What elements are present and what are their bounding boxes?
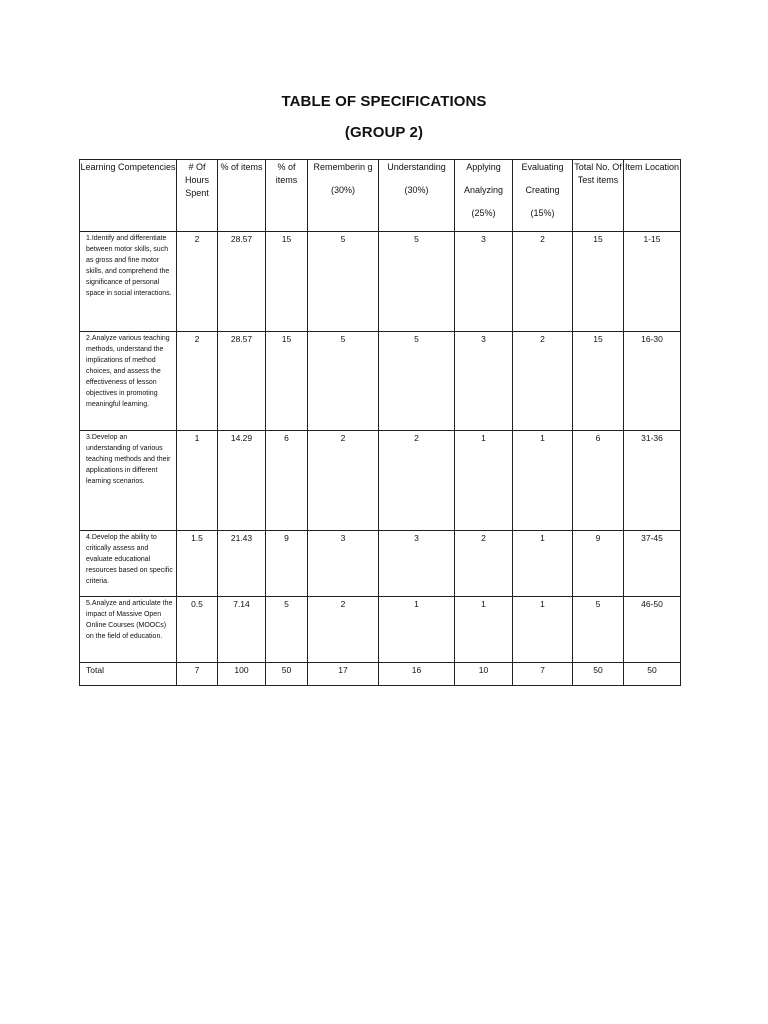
competency-cell: 1.Identify and differentiate between motor skills, such as gross and fine motor skills, and comprehend the significance of personal space in social interactions. [80,232,177,332]
header-understanding-label: Understanding [387,162,446,172]
evaluating-cell: 1 [513,431,573,531]
understanding-cell: 5 [379,332,455,431]
item-location-cell: 50 [624,663,681,686]
percent-cell: 21.43 [218,531,266,597]
hours-cell: 2 [177,232,218,332]
percent-cell: 100 [218,663,266,686]
evaluating-cell: 1 [513,597,573,663]
table-row [80,597,681,663]
table-row [80,531,681,597]
header-item-location: Item Location [624,160,681,232]
percent-items-cell: 6 [266,431,308,531]
applying-cell: 3 [455,232,513,332]
header-understanding [379,160,455,232]
hours-cell: 1 [177,431,218,531]
percent-items-cell: 15 [266,332,308,431]
table-header-row [80,160,681,232]
applying-cell: 1 [455,597,513,663]
remembering-cell: 5 [308,232,379,332]
table-row [80,431,681,531]
header-remembering-weight: (30%) [330,185,355,195]
item-location-cell: 16-30 [624,332,681,431]
understanding-cell: 1 [379,597,455,663]
total-label-cell: Total [80,663,177,686]
header-analyzing-label: Analyzing [463,185,504,195]
header-remembering-label: Rememberin g [313,162,373,172]
understanding-cell: 5 [379,232,455,332]
percent-cell: 7.14 [218,597,266,663]
hours-cell: 7 [177,663,218,686]
competency-cell: 2.Analyze various teaching methods, understand the implications of method choices, and assess the effectiveness of lesson objectives in promoting meaningful learning. [80,332,177,431]
item-location-cell: 1-15 [624,232,681,332]
header-total-test-items: Total No. Of Test items [573,160,624,232]
header-percent-of-items: % of items [266,160,308,232]
remembering-cell: 3 [308,531,379,597]
total-items-cell: 15 [573,232,624,332]
header-evaluating-label: Evaluating [521,162,564,172]
hours-cell: 1.5 [177,531,218,597]
competency-cell: 3.Develop an understanding of various teaching methods and their applications in different learning scenarios. [80,431,177,531]
understanding-cell: 2 [379,431,455,531]
item-location-cell: 31-36 [624,431,681,531]
header-percent-items: % of items [218,160,266,232]
applying-cell: 1 [455,431,513,531]
remembering-cell: 17 [308,663,379,686]
total-items-cell: 5 [573,597,624,663]
document-subtitle: (GROUP 2) [344,124,424,141]
percent-cell: 14.29 [218,431,266,531]
header-learning-competencies: Learning Competencies [80,160,177,232]
total-row [80,663,681,686]
item-location-cell: 37-45 [624,531,681,597]
remembering-cell: 2 [308,431,379,531]
applying-cell: 3 [455,332,513,431]
hours-cell: 0.5 [177,597,218,663]
header-applying-weight: (25%) [471,208,496,218]
specifications-table [79,159,681,686]
evaluating-cell: 2 [513,232,573,332]
remembering-cell: 5 [308,332,379,431]
header-creating-label: Creating [525,185,560,195]
competency-cell: 5.Analyze and articulate the impact of Massive Open Online Courses (MOOCs) on the field of education. [80,597,177,663]
header-evaluating-weight: (15%) [530,208,555,218]
total-items-cell: 15 [573,332,624,431]
document-title: TABLE OF SPECIFICATIONS [281,93,487,110]
header-remembering [308,160,379,232]
header-applying-analyzing [455,160,513,232]
total-items-cell: 50 [573,663,624,686]
understanding-cell: 3 [379,531,455,597]
remembering-cell: 2 [308,597,379,663]
applying-cell: 10 [455,663,513,686]
percent-cell: 28.57 [218,332,266,431]
percent-items-cell: 15 [266,232,308,332]
total-items-cell: 9 [573,531,624,597]
applying-cell: 2 [455,531,513,597]
item-location-cell: 46-50 [624,597,681,663]
percent-items-cell: 50 [266,663,308,686]
percent-cell: 28.57 [218,232,266,332]
header-understanding-weight: (30%) [404,185,429,195]
header-applying-label: Applying [466,162,501,172]
percent-items-cell: 5 [266,597,308,663]
table-row [80,232,681,332]
percent-items-cell: 9 [266,531,308,597]
total-items-cell: 6 [573,431,624,531]
understanding-cell: 16 [379,663,455,686]
evaluating-cell: 7 [513,663,573,686]
hours-cell: 2 [177,332,218,431]
table-row [80,332,681,431]
competency-cell: 4.Develop the ability to critically assess and evaluate educational resources based on specific criteria. [80,531,177,597]
header-hours-spent: # Of Hours Spent [177,160,218,232]
header-evaluating-creating [513,160,573,232]
evaluating-cell: 1 [513,531,573,597]
evaluating-cell: 2 [513,332,573,431]
